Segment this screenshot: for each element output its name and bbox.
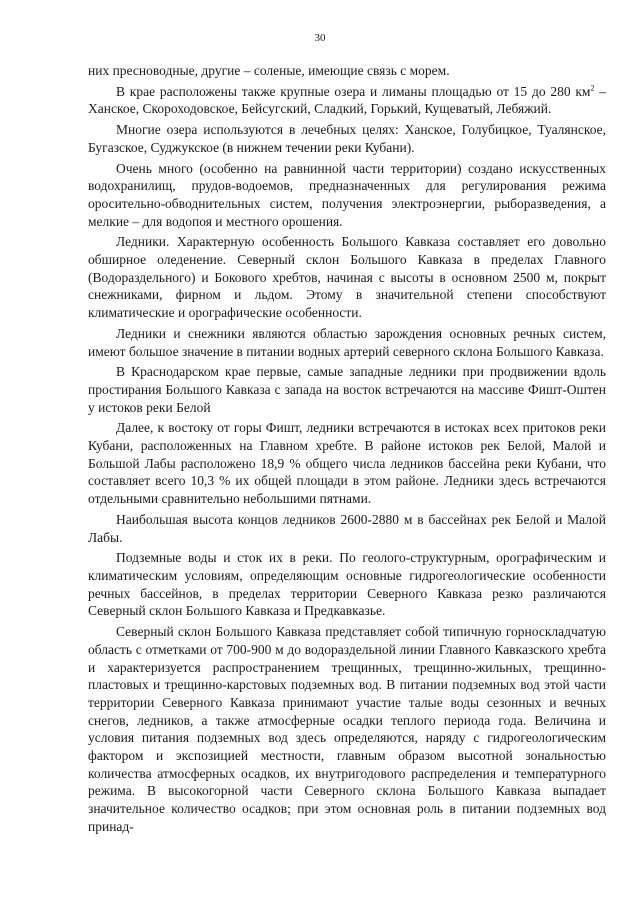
paragraph-medical-lakes: Многие озера используются в лечебных целях: Ханское, Голубицкое, Туалянское, Бугазское, Суджукское (в нижнем течении реки Кубани). (88, 122, 606, 155)
paragraph-reservoirs: Очень много (особенно на равнинной части территории) создано искусственных водохранилищ, прудов-водоемов, предназначенных для регулирования режима оросительно-обводнительных систем, получения электроэнергии, рыборазведения, а мелкие – для водопоя и местного орошения. (88, 160, 606, 229)
paragraph-groundwater: Подземные воды и сток их в реки. По геолого-структурным, орографическим и климатическим условиям, определяющим основные гидрогеологические особенности речных бассейнов, в пределах территории Северного Кавказа резко различаются Северный склон Большого Кавказа и Предкавказье. (88, 550, 606, 619)
paragraph-lakes-continuation: них пресноводные, другие – соленые, имеющие связь с морем. (88, 63, 450, 78)
page-body (88, 62, 606, 839)
paragraph-western-glaciers: В Краснодарском крае первые, самые западные ледники при продвижении вдоль простирания Большого Кавказа с запада на восток встречаются на массиве Фишт-Оштен у истоков реки Белой (88, 364, 606, 415)
paragraph-snowfields: Ледники и снежники являются областью зарождения основных речных систем, имеют большое значение в питании водных артерий северного склона Большого Кавказа. (88, 325, 606, 359)
paragraph-glaciers: Ледники. Характерную особенность Большого Кавказа составляет его довольно обширное оледенение. Северный склон Большого Кавказа в пределах Главного (Водораздельного) и Бокового хребтов, начиная с высоты в основном 2500 м, покрыт снежниками, фирном и льдом. Этому в значительной степени способствуют климатические и орографические особенности. (88, 234, 606, 321)
page-number: 30 (314, 32, 326, 44)
paragraph-northern-slope: Северный склон Большого Кавказа представляет собой типичную горноскладчатую область с отметками от 700-900 м до водораздельной линии Главного Кавказского хребта и характеризуется распространением трещинных, трещинно-жильных, трещинно-пластовых и трещинно-карстовых подземных вод. В питании подземных вод этой части территории Северного Кавказа принимают участие талые воды сезонных и вечных снегов, ледников, а также атмосферные осадки теплого периода года. Величина и условия питания подземных вод здесь определяются, наряду с гидрогеологическим фактором и экспозицией местности, главным образом высотной зональностью количества атмосферных осадков, их внутригодового распределения и температурного режима. В высокогорной части Северного склона Большого Кавказа выпадает значительное количество осадков; при этом основная роль в питании подземных вод принад- (88, 624, 606, 834)
large-lakes-text: В крае расположены также крупные озера и лиманы площадью от 15 до 280 км (116, 83, 591, 99)
paragraph-large-lakes (88, 83, 606, 118)
large-lakes-list: – Ханское, Скороходовское, Бейсугский, Сладкий, Горький, Кущеватый, Лебяжий. (88, 83, 606, 117)
superscript-2: 2 (590, 83, 595, 93)
paragraph-glacier-heights: Наибольшая высота концов ледников 2600-2880 м в бассейнах рек Белой и Малой Лабы. (88, 511, 606, 545)
paragraph-eastern-glaciers: Далее, к востоку от горы Фишт, ледники встречаются в истоках всех притоков реки Кубани, расположенных на Главном хребте. В районе истоков рек Белой, Малой и Большой Лабы расположено 18,9 % общего числа ледников бассейна реки Кубани, что составляет всего 10,3 % их общей площади в этом районе. Ледники здесь встречаются отдельными сравнительно небольшими пятнами. (88, 420, 606, 507)
